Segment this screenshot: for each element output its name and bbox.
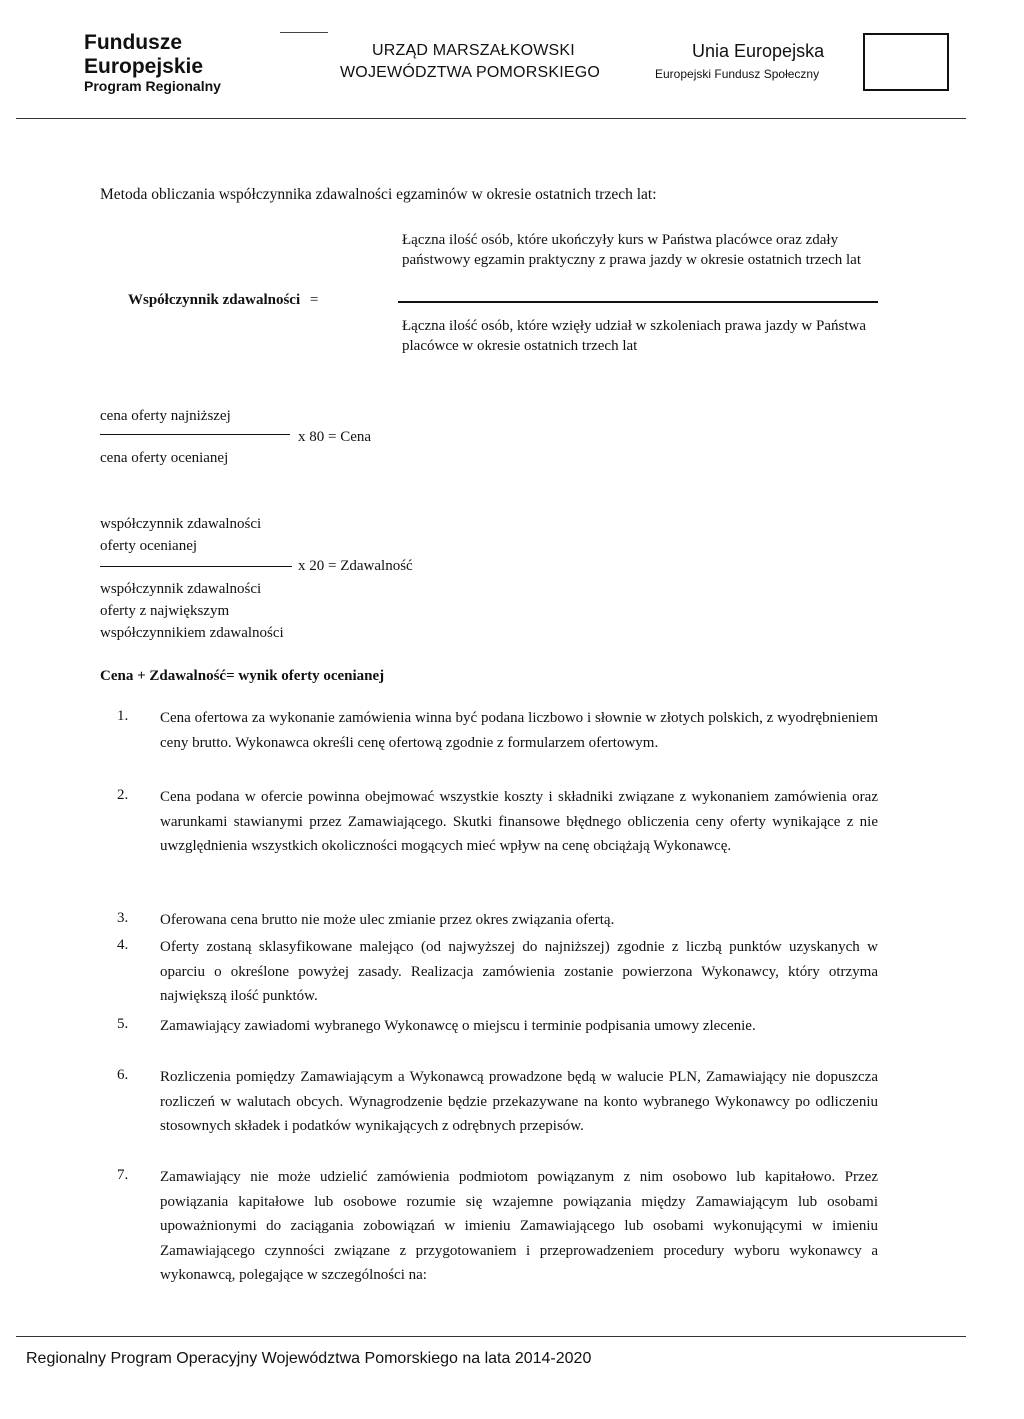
coefficient-numerator: Łączna ilość osób, które ukończyły kurs w Państwa placówce oraz zdały państwowy egzamin praktyczny z prawa jazdy w okresie ostatnich trzech lat [402, 232, 861, 268]
summary-formula: Cena + Zdawalność= wynik oferty ocenianej [100, 668, 385, 684]
pass-rate-denominator-line2: oferty z największym [100, 603, 230, 619]
coefficient-denominator: Łączna ilość osób, które wzięły udział w szkoleniach prawa jazdy w Państwa placówce w okresie ostatnich trzech lat [402, 318, 867, 354]
eu-subtitle: Europejski Fundusz Społeczny [655, 67, 820, 81]
pass-rate-result: x 20 = Zdawalność [298, 558, 413, 574]
pass-rate-numerator-line1: współczynnik zdawalności [100, 516, 262, 532]
method-title: Metoda obliczania współczynnika zdawalności egzaminów w okresie ostatnich trzech lat: [100, 186, 657, 203]
coefficient-equals: = [309, 292, 319, 308]
eu-flag-placeholder [863, 33, 949, 91]
eu-title: Unia Europejska [692, 41, 825, 61]
list-number: 5. [117, 1016, 129, 1032]
list-number: 1. [117, 708, 129, 724]
header-decorative-line [280, 32, 328, 33]
header-divider [16, 118, 966, 119]
list-number: 7. [117, 1167, 129, 1183]
price-denominator: cena oferty ocenianej [100, 450, 229, 466]
list-item-text: Cena ofertowa za wykonanie zamówienia winna być podana liczbowo i słownie w złotych polskich, z wyodrębnieniem ceny brutto. Wykonawca określi cenę ofertową zgodnie z formularzem ofertowym. [160, 710, 878, 751]
office-name-line1: URZĄD MARSZAŁKOWSKI [372, 42, 575, 59]
footer-divider [16, 1336, 966, 1337]
logo-title-line1: Fundusze [84, 31, 182, 54]
footer-text: Regionalny Program Operacyjny Województwa Pomorskiego na lata 2014-2020 [26, 1350, 592, 1367]
list-item-text: Zamawiający zawiadomi wybranego Wykonawcę o miejscu i terminie podpisania umowy zlecenie. [160, 1018, 756, 1034]
list-item-text: Cena podana w ofercie powinna obejmować wszystkie koszty i składniki związane z wykonaniem zamówienia oraz warunkami stawianymi przez Zamawiającego. Skutki finansowe błędnego obliczenia ceny oferty wynikające z nie uwzględnienia wszystkich okoliczności mogących mieć wpływ na cenę obciążają Wykonawcę. [160, 789, 878, 854]
pass-rate-denominator-line1: współczynnik zdawalności [100, 581, 262, 597]
price-result: x 80 = Cena [298, 429, 372, 445]
list-number: 2. [117, 787, 129, 803]
coefficient-label-text: Współczynnik zdawalności [128, 292, 301, 308]
price-numerator: cena oferty najniższej [100, 408, 231, 424]
logo-subtitle: Program Regionalny [84, 78, 221, 94]
list-item-text: Oferty zostaną sklasyfikowane malejąco (od najwyższej do najniższej) zgodnie z liczbą punktów uzyskanych w oparciu o określone powyżej zasady. Realizacja zamówienia zostanie powierzona Wykonawcy, który otrzyma największą ilość punktów. [160, 939, 878, 1004]
logo-fundusze-europejskie [84, 31, 203, 79]
list-item-text: Zamawiający nie może udzielić zamówienia podmiotom powiązanym z nim osobowo lub kapitałowo. Przez powiązania kapitałowe lub osobowe rozumie się wzajemne powiązania między Zamawiającym lub osobami upoważnionymi do zaciągania zobowiązań w imieniu Zamawiającego lub osobami wykonującymi w imieniu Zamawiającego czynności związane z przygotowaniem i przeprowadzeniem procedury wyboru wykonawcy a wykonawcą, polegające w szczególności na: [160, 1169, 878, 1283]
list-number: 4. [117, 937, 129, 953]
office-name-line2: WOJEWÓDZTWA POMORSKIEGO [340, 64, 601, 81]
logo-title-line2: Europejskie [84, 55, 204, 78]
list-item-text: Oferowana cena brutto nie może ulec zmianie przez okres związania ofertą. [160, 912, 615, 928]
pass-rate-numerator-line2: oferty ocenianej [100, 538, 198, 554]
coefficient-label [128, 292, 318, 309]
pass-rate-denominator-line3: współczynnikiem zdawalności [100, 625, 284, 641]
list-number: 6. [117, 1067, 129, 1083]
price-fraction-line [100, 434, 290, 435]
pass-rate-fraction-line [100, 566, 292, 567]
coefficient-fraction-line [398, 301, 878, 303]
list-item-text: Rozliczenia pomiędzy Zamawiającym a Wykonawcą prowadzone będą w walucie PLN, Zamawiający nie dopuszcza rozliczeń w walutach obcych. Wynagrodzenie będzie przekazywane na konto wybranego Wykonawcy po odliczeniu stosownych składek i podatków wynikających z odrębnych przepisów. [160, 1069, 878, 1134]
list-number: 3. [117, 910, 129, 926]
